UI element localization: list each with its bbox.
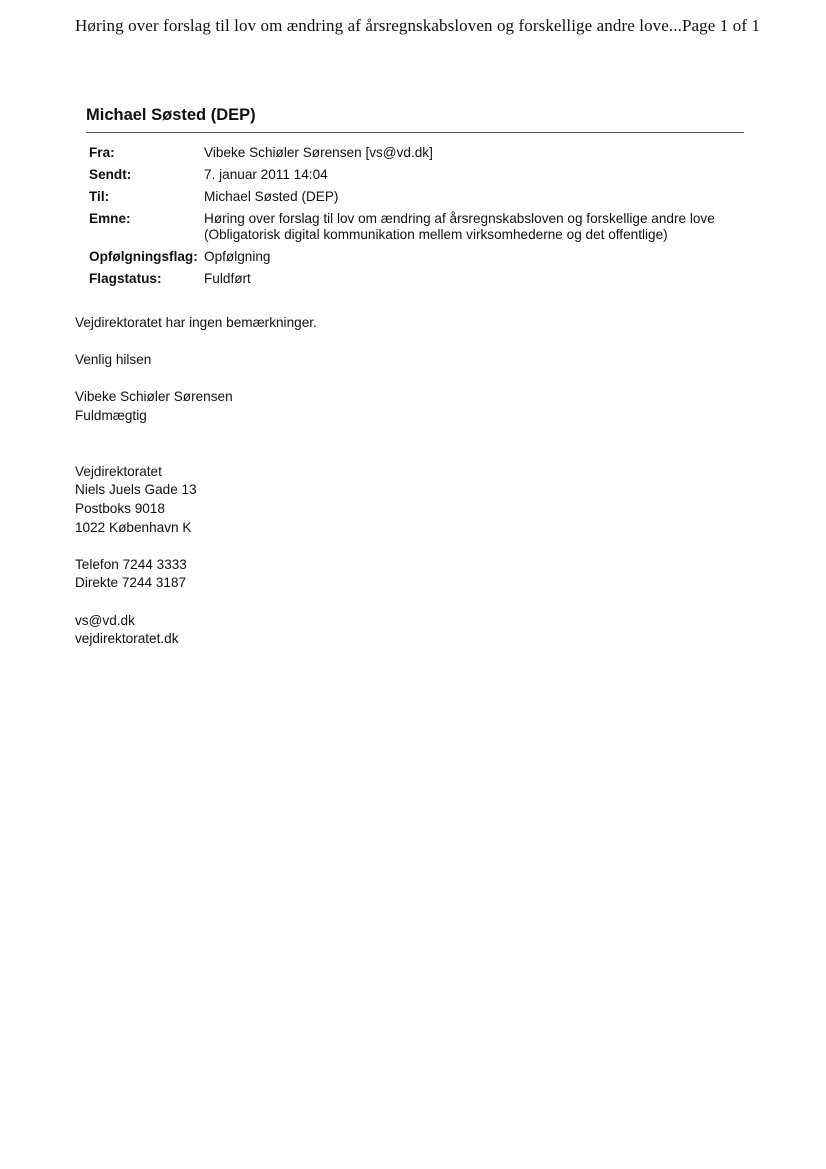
followup-flag-value: Opfølgning (204, 249, 271, 264)
running-header (75, 16, 761, 38)
page-number: Page 1 of 1 (681, 16, 761, 35)
paragraph-gap (75, 426, 755, 463)
address-pobox: Postboks 9018 (75, 500, 165, 516)
contact-email: vs@vd.dk (75, 612, 135, 628)
message-text: Vejdirektoratet har ingen bemærkninger. (75, 315, 317, 330)
address-org: Vejdirektoratet (75, 463, 162, 479)
followup-flag-label: Opfølgningsflag: (89, 249, 198, 264)
paragraph-gap (75, 333, 755, 352)
field-row-subject (89, 211, 749, 243)
field-row-flag-status (89, 271, 749, 287)
from-label: Fra: (89, 145, 115, 160)
email-header-fields (89, 145, 749, 293)
running-header-title: Høring over forslag til lov om ændring af årsregnskabsloven og forskellige andre love... (75, 16, 682, 35)
paragraph-gap (75, 537, 755, 556)
email-body (75, 314, 755, 649)
paragraph-gap (75, 370, 755, 389)
phone-direct: Direkte 7244 3187 (75, 575, 187, 591)
flag-status-value: Fuldført (204, 271, 251, 286)
subject-label: Emne: (89, 211, 131, 226)
flag-status-label: Flagstatus: (89, 271, 162, 286)
signature-name: Vibeke Schiøler Sørensen (75, 389, 233, 405)
field-row-to (89, 189, 749, 205)
paragraph-gap (75, 593, 755, 612)
contact-website: vejdirektoratet.dk (75, 631, 179, 647)
subject-line-1: Høring over forslag til lov om ændring af årsregnskabsloven og forskellige andre love (204, 211, 715, 226)
address-city: 1022 København K (75, 519, 192, 535)
greeting-text: Venlig hilsen (75, 352, 152, 368)
sent-label: Sendt: (89, 167, 132, 182)
title-divider (86, 132, 744, 133)
subject-value (204, 211, 749, 243)
from-value: Vibeke Schiøler Sørensen [vs@vd.dk] (204, 145, 433, 160)
address-street: Niels Juels Gade 13 (75, 482, 197, 498)
field-row-from (89, 145, 749, 161)
subject-line-2: (Obligatorisk digital kommunikation mellem virksomhederne og det offentlige) (204, 227, 668, 242)
sent-value: 7. januar 2011 14:04 (204, 167, 328, 182)
phone-main: Telefon 7244 3333 (75, 556, 187, 572)
field-row-sent (89, 167, 749, 183)
to-label: Til: (89, 189, 110, 204)
to-value: Michael Søsted (DEP) (204, 189, 339, 204)
field-row-followup-flag (89, 249, 749, 265)
email-title: Michael Søsted (DEP) (86, 106, 256, 124)
signature-title: Fuldmægtig (75, 407, 147, 423)
